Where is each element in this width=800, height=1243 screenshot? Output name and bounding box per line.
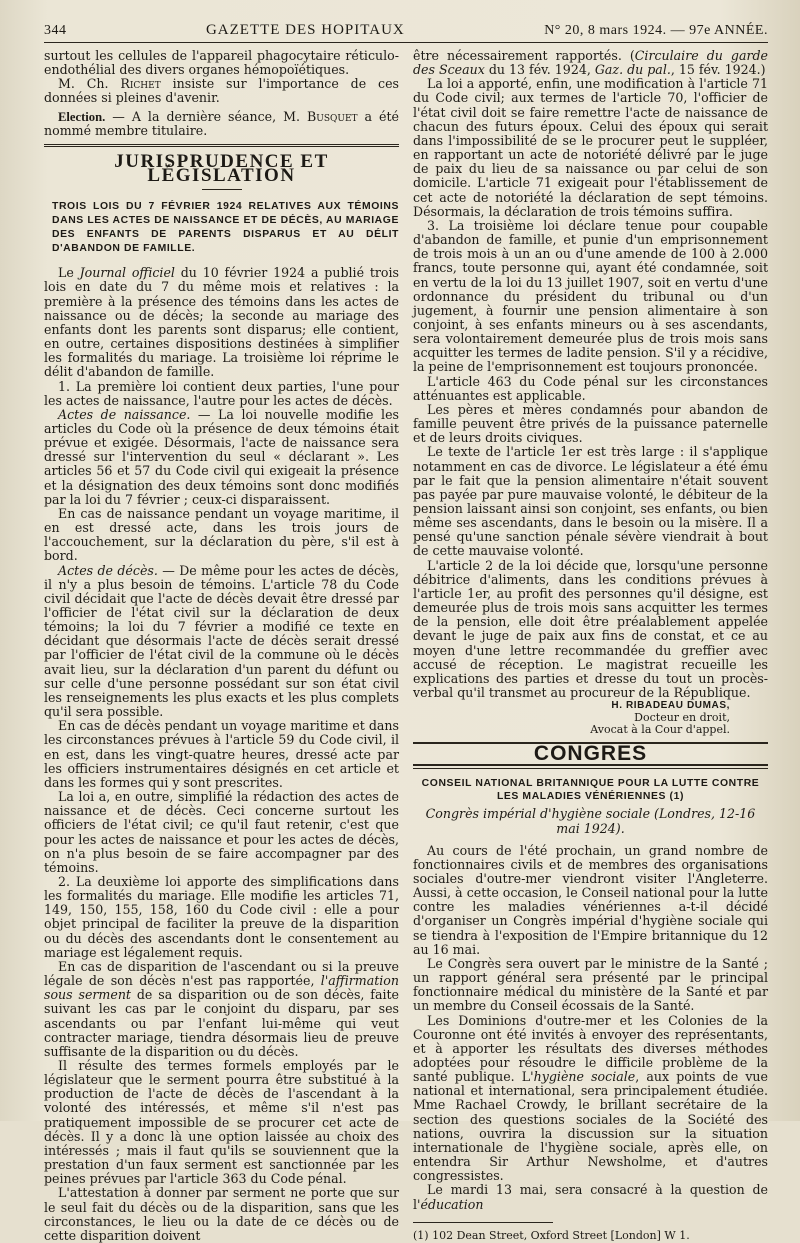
cours-paragraph: Au cours de l'été prochain, un grand nombre de fonctionnaires civils et de membres des organisations sociales d'outre-mer viendront visiter l'Angleterre. Aussi, à cette occasion, le Conseil national pour la lutte contre les maladies vénériennes a-t-il décidé d'organiser un Congrès impérial d'hygiène sociale qui se tiendra à l'exposition de l'Empire britannique du 12 au 16 mai. — [413, 842, 768, 957]
voyage-naissance-paragraph: En cas de naissance pendant un voyage maritime, il en est dressé acte, dans les trois jours de l'accouchement, sur la déclaration du père, s'il est à bord. — [44, 505, 399, 564]
citation: Circulaire du garde des Sceaux — [413, 48, 768, 78]
text-fragment: , aux points de vue national et international, sera principalement étudiée. Mme Rachael Crowdy, le brillant secrétaire de la section des questions sociales de la Société des nations, ouvrira la discussion sur la situation internationale de l'hygiène sociale, après elle, on entendra Sir Arthur Newsholme, et d'autres congressistes. — [413, 1069, 768, 1184]
ouvert-paragraph: Le Congrès sera ouvert par le ministre de la Santé ; un rapport général sera présenté par le principal fonctionnaire médical du ministère de la Santé et par un membre du Conseil écossais de la Santé. — [413, 955, 768, 1014]
emphasis: hygiène sociale — [533, 1069, 636, 1085]
text-fragment: — De même pour les actes de décès, il n'y a plus besoin de témoins. L'article 78 du Code civil décidait que l'acte de décès devait être dressé par l'officier de l'état civil sur la déclaration de deux témoins; la loi du 7 février a modifié ce texte en décidant que désormais l'acte de décès serait dressé par l'officier de l'état civil de la commune où le décès avait lieu, sur la déclaration d'un parent du défunt ou sur celle d'une personne possédant sur son état civil les renseignements les plus exacts et les plus complets qu'il sera possible. — [44, 562, 400, 720]
text-fragment: de sa disparition ou de son décès, faite suivant les cas par le conjoint du disparu, par ses ascendants ou par l'enfant lui-même qui veut contracter mariage, tiendra désormais lieu de preuve suffisante de la disparition ou du décès. — [44, 987, 399, 1059]
text-fragment: a été nommé membre titulaire. — [44, 108, 399, 138]
right-column — [413, 49, 768, 1243]
article-2-paragraph: L'article 2 de la loi décide que, lorsqu'une personne débitrice d'aliments, dans les conditions prévues à l'article 1er, au profit des personnes qu'il désigne, est demeurée plus de trois mois sans acquitter les termes de la pension, elle doit être préalablement appelée devant le juge de paix aux fins de constat, et ce au moyen d'une lettre recommandée du greffier avec accusé de réception. Le magistrat recueille les explications des parties et dresse du tout un procès-verbal qu'il transmet au procureur de la République. — [413, 557, 768, 701]
text-fragment: du 10 février 1924 a publié trois lois en date du 7 du même mois et relatives : la première à la présence des témoins dans les actes de naissance ou de décès; la seconde au mariage des enfants dont les parents sont disparus; elle contient, en outre, certaines dispositions destinées à simplifier les formalités du mariage. La troisième loi réprime le délit d'abandon de famille. — [44, 265, 399, 380]
simplifie-paragraph: La loi a, en outre, simplifié la rédaction des actes de naissance et de décès. Ceci concerne surtout les officiers de l'état civil; ce qu'il faut retenir, c'est que pour les actes de naissance et pour les actes de décès, on n'a plus besoin de se faire accompagner par des témoins. — [44, 789, 399, 875]
continued-paragraph — [413, 49, 768, 77]
text-fragment: , 15 fév. 1924.) — [670, 62, 766, 78]
subheading: Actes de naissance. — [58, 406, 191, 422]
text-fragment: — A la dernière séance, M. — [105, 108, 307, 124]
text-fragment: Le mardi 13 mai, sera consacré à la question de l' — [413, 1182, 768, 1212]
journal-title: GAZETTE DES HOPITAUX — [205, 22, 405, 38]
dominions-paragraph — [413, 1014, 768, 1184]
congres-subtitle: Congrès impérial d'hygiène sociale (Londres, 12-16 mai 1924). — [425, 806, 756, 836]
signature — [413, 700, 768, 736]
person-name: Busquet — [306, 108, 358, 124]
peres-paragraph: Les pères et mères condamnés pour abandon de famille peuvent être privés de la puissance paternelle et de leurs droits civiques. — [413, 401, 768, 446]
citation: Gaz. du pal. — [594, 62, 671, 78]
paragraph-2: 2. La deuxième loi apporte des simplifications dans les formalités du mariage. Elle modifie les articles 71, 149, 150, 155, 158, 160 du Code civil : elle a pour objet principal de faciliter la preuve de la disparition ou du décès des ascendants dont le consentement au mariage est légalement requis. — [44, 873, 399, 960]
author-role: Avocat à la Cour d'appel. — [590, 723, 730, 737]
section-divider — [44, 144, 399, 147]
congres-article-title: CONSEIL NATIONAL BRITANNIQUE POUR LA LUTTE CONTRE LES MALADIES VÉNÉRIENNES (1) — [421, 778, 760, 803]
author-name: H. RIBADEAU DUMAS, — [611, 700, 730, 712]
short-divider — [202, 189, 242, 190]
article-title: TROIS LOIS DU 7 FÉVRIER 1924 RELATIVES AUX TÉMOINS DANS LES ACTES DE NAISSANCE ET DE DÉCÈS, AU MARIAGE DES ENFANTS DE PARENTS DISPARUS ET AU DÉLIT D'ABANDON DE FAMILLE. — [52, 201, 399, 255]
emphasis: éducation — [420, 1196, 484, 1212]
voyage-deces-paragraph: En cas de décès pendant un voyage maritime et dans les circonstances prévues à l'article 59 du Code civil, il en est, dans les vingt-quatre heures, dressé acte par les officiers instrumentaires désignés en cet article et dans les formes qui y sont prescrites. — [44, 718, 399, 790]
page-header — [44, 22, 768, 43]
paragraph-3: 3. La troisième loi déclare tenue pour coupable d'abandon de famille, et punie d'un emprisonnement de trois mois à un an ou d'une amende de 100 à 2.000 francs, toute personne qui, ayant été condamnée, soit en vertu de la loi du 13 juillet 1907, soit en vertu d'une ordonnance du président du tribunal ou d'un jugement, à fournir une pension alimentaire à son conjoint, à ses enfants mineurs ou à ses ascendants, sera volontairement demeurée plus de trois mois sans acquitter les termes de ladite pension. S'il y a récidive, la peine de l'emprisonnement est toujours prononcée. — [413, 217, 768, 375]
election-lead: Election. — [58, 109, 106, 124]
journal-name: Journal officiel — [79, 265, 175, 281]
paragraph-1: 1. La première loi contient deux parties, l'une pour les actes de naissance, l'autre pour les actes de décès. — [44, 378, 399, 408]
subheading: Actes de décès. — [58, 562, 158, 578]
footnote: (1) 102 Dean Street, Oxford Street [London] W 1. — [413, 1222, 553, 1243]
texte-paragraph: Le texte de l'article 1er est très large : il s'applique notamment en cas de divorce. Le législateur a été ému par le fait que la pension alimentaire n'était souvent pas payée par pure mauvaise volonté, le débiteur de la pension laissant ainsi son conjoint, ses enfants, ou bien même ses ascendants, dans le besoin ou la misère. Il a pensé qu'une sanction pénale sévère viendrait à bout de cette mauvaise volonté. — [413, 444, 768, 559]
disparition-paragraph — [44, 960, 399, 1059]
columns — [44, 49, 768, 1243]
text-fragment: En cas de disparition de l'ascendant ou si la preuve légale de son décès n'est pas rapportée, — [44, 958, 399, 989]
attestation-paragraph: L'attestation à donner par serment ne porte que sur le seul fait du décès ou de la disparition, sans que les circonstances, le lieu ou la date de ce décès ou de cette disparition doivent — [44, 1185, 399, 1243]
resulte-paragraph: Il résulte des termes formels employés par le législateur que le serment pourra être substitué à la production de l'acte de décès de l'ascendant à la volonté des intéressés, et même s'il n'est pas pratiquement impossible de se procurer cet acte de décès. Il y a donc là une option laissée au choix des intéressés ; mais il faut qu'ils se souviennent que la prestation d'un faux serment est sanctionnée par les peines prévues par l'article 363 du Code pénal. — [44, 1058, 399, 1187]
text-fragment: du 13 fév. 1924, — [484, 62, 595, 78]
issue-info: N° 20, 8 mars 1924. — 97e ANNÉE. — [544, 23, 768, 38]
text-fragment: insiste sur l'importance de ces données si pleines d'avenir. — [44, 76, 400, 106]
congres-title: CONGRES — [533, 742, 648, 766]
mardi-paragraph — [413, 1183, 768, 1211]
text-fragment: Le — [58, 265, 80, 281]
continued-paragraph: surtout les cellules de l'appareil phagocytaire réticulo-endothélial des divers organes hémopoïétiques. — [44, 48, 399, 78]
text-fragment: Les Dominions d'outre-mer et les Colonies de la Couronne ont été invités à envoyer des représentants, et à apporter les résultats des diverses méthodes adoptées pour résoudre le difficile problème de la santé publique. L' — [413, 1012, 768, 1085]
text-fragment: M. Ch. — [58, 76, 121, 92]
intro-paragraph — [44, 266, 399, 379]
emphasis: l'affirmation sous serment — [44, 973, 399, 1003]
left-column — [44, 49, 399, 1243]
text-fragment: — La loi nouvelle modifie les articles du Code où la présence de deux témoins était prévue et exigée. Désormais, l'acte de naissance sera dressé sur l'intervention du seul « déclarant ». Les articles 56 et 57 du Code civil qui exigeait la présence et la désignation des deux témoins sont donc modifiés par la loi du 7 février ; ceux-ci disparaissent. — [44, 406, 399, 507]
election-paragraph — [44, 110, 399, 138]
page-number: 344 — [44, 23, 67, 38]
congres-header — [413, 742, 768, 769]
article-463-paragraph: L'article 463 du Code pénal sur les circonstances atténuantes est applicable. — [413, 373, 768, 403]
section-title: JURISPRUDENCE ET LÉGISLATION — [114, 150, 329, 187]
author-title: Docteur en droit, — [634, 711, 730, 725]
divider — [413, 768, 768, 769]
text-fragment: être nécessairement rapportés. ( — [413, 48, 635, 63]
person-name: Richet — [120, 76, 161, 92]
deces-paragraph — [44, 564, 399, 720]
naissance-paragraph — [44, 408, 399, 507]
richet-paragraph — [44, 77, 399, 105]
modification-paragraph: La loi a apporté, enfin, une modification à l'article 71 du Code civil; aux termes de l'article 70, l'officier de l'état civil doit se faire remettre l'acte de naissance de chacun des futurs époux. Celui des époux qui serait dans l'impossibilité de se le procurer peut le suppléer, en rapportant un acte de notoriété délivré par le juge de paix du lieu de sa naissance ou par celui de son domicile. L'article 71 exigeait pour l'établissement de cet acte de notoriété la déclaration de sept témoins. Désormais, la déclaration de trois témoins suffira. — [413, 76, 768, 219]
